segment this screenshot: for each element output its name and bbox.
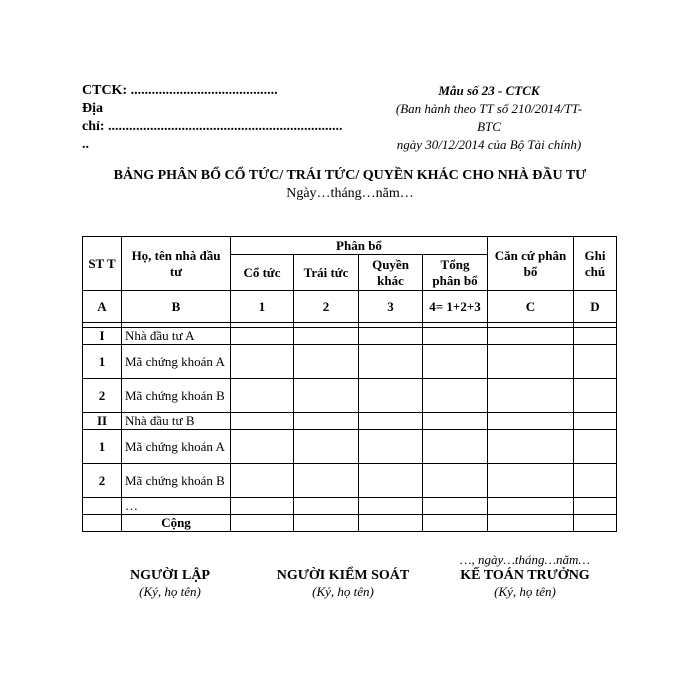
header-left-block xyxy=(82,82,372,154)
col-header-basis: Căn cứ phân bổ xyxy=(488,237,574,291)
table-row xyxy=(83,379,617,413)
header-right-block xyxy=(372,82,606,154)
address-field: chỉ: ................................................................... xyxy=(82,119,343,134)
code-cell: C xyxy=(488,291,574,323)
row-stt: II xyxy=(83,413,122,430)
row-stt: 2 xyxy=(83,464,122,498)
row-stt: 1 xyxy=(83,345,122,379)
row-stt xyxy=(83,515,122,532)
table-row xyxy=(83,345,617,379)
code-cell: D xyxy=(574,291,617,323)
col-header-total: Tổng phân bổ xyxy=(423,255,488,291)
signature-note: (Ký, họ tên) xyxy=(312,584,374,599)
table-row xyxy=(83,430,617,464)
row-stt: I xyxy=(83,328,122,345)
code-cell: A xyxy=(83,291,122,323)
address-label: Địa xyxy=(82,101,103,116)
code-cell: 2 xyxy=(294,291,359,323)
row-name: … xyxy=(122,498,231,515)
col-header-allocation: Phân bổ xyxy=(231,237,488,255)
col-header-stt: ST T xyxy=(83,237,122,291)
signature-preparer xyxy=(95,568,245,600)
total-row xyxy=(83,515,617,532)
row-name: Nhà đầu tư B xyxy=(122,413,231,430)
signature-controller xyxy=(258,568,428,600)
document-date: Ngày…tháng…năm… xyxy=(286,186,414,201)
table-row xyxy=(83,413,617,430)
row-stt: 1 xyxy=(83,430,122,464)
address-continuation: .. xyxy=(82,137,89,152)
signing-date: …, ngày…tháng…năm… xyxy=(459,552,590,567)
row-name: Mã chứng khoán A xyxy=(122,345,231,379)
code-row xyxy=(83,291,617,323)
row-name: Mã chứng khoán B xyxy=(122,464,231,498)
company-field: CTCK: .......................................... xyxy=(82,83,278,98)
form-issuance-line3: ngày 30/12/2014 của Bộ Tài chính) xyxy=(396,137,582,152)
signature-role: NGƯỜI KIỂM SOÁT xyxy=(276,568,410,583)
table-row xyxy=(83,464,617,498)
row-stt: 2 xyxy=(83,379,122,413)
row-name: Mã chứng khoán B xyxy=(122,379,231,413)
allocation-table xyxy=(82,236,617,532)
code-cell: 3 xyxy=(359,291,423,323)
code-cell: 4= 1+2+3 xyxy=(423,291,488,323)
form-issuance-line2: BTC xyxy=(477,119,501,134)
table-row xyxy=(83,498,617,515)
form-issuance-line1: (Ban hành theo TT số 210/2014/TT- xyxy=(395,101,583,116)
code-cell: 1 xyxy=(231,291,294,323)
col-header-other-rights: Quyền khác xyxy=(359,255,423,291)
signature-note: (Ký, họ tên) xyxy=(139,584,201,599)
header-row-1 xyxy=(83,237,617,255)
row-total-label: Cộng xyxy=(122,515,231,532)
signature-role: KẾ TOÁN TRƯỞNG xyxy=(460,568,590,583)
table-row xyxy=(83,328,617,345)
signature-note: (Ký, họ tên) xyxy=(494,584,556,599)
row-name: Nhà đầu tư A xyxy=(122,328,231,345)
form-number: Mẫu số 23 - CTCK xyxy=(438,83,540,98)
row-stt xyxy=(83,498,122,515)
document-title: BẢNG PHÂN BỔ CỔ TỨC/ TRÁI TỨC/ QUYỀN KHÁC CHO NHÀ ĐẦU TƯ xyxy=(113,168,587,183)
row-name: Mã chứng khoán A xyxy=(122,430,231,464)
col-header-dividend: Cổ tức xyxy=(231,255,294,291)
col-header-name: Họ, tên nhà đầu tư xyxy=(122,237,231,291)
signature-role: NGƯỜI LẬP xyxy=(130,568,210,583)
code-cell: B xyxy=(122,291,231,323)
signature-chief-accountant xyxy=(440,568,610,600)
col-header-note: Ghi chú xyxy=(574,237,617,291)
col-header-bond-interest: Trái tức xyxy=(294,255,359,291)
